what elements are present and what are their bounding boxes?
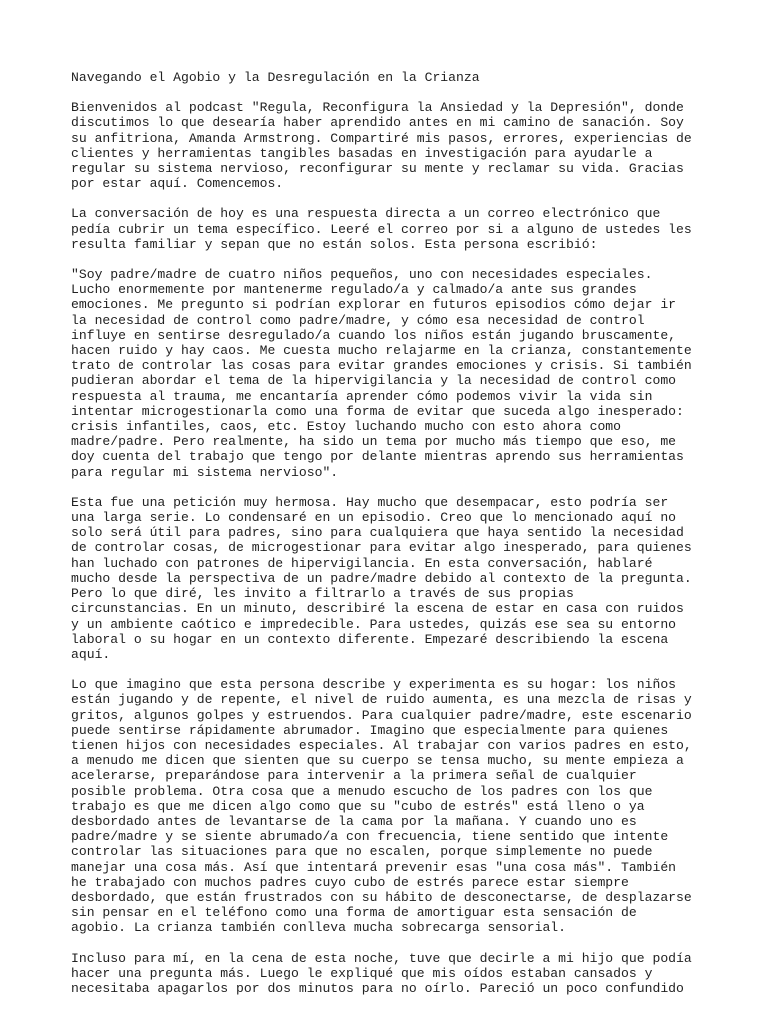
paragraph-scene: Lo que imagino que esta persona describe y experimenta es su hogar: los niños están jugando y de repente, el nivel de ruido aumenta, es una mezcla de risas y gritos, algunos golpes y estruendos. Para cualquier padre/madre, este escenario puede sentirse rápidamente abrumador. Imagino que especialmente para quienes tienen hijos con necesidades especiales. Al trabajar con varios padres en esto, a menudo me dicen que sienten que su cuerpo se tensa mucho, su mente empieza a acelerarse, preparándose para intervenir a la primera señal de cualquier posible problema. Otra cosa que a menudo escucho de los padres con los que trabajo es que me dicen algo como que su "cubo de estrés" está lleno o ya desbordado antes de levantarse de la cama por la mañana. Y cuando uno es padre/madre y se siente abrumado/a con frecuencia, tiene sentido que intente controlar las situaciones para que no escalen, porque simplemente no puede manejar una cosa más. Así que intentará prevenir esas "una cosa más". También he trabajado con muchos padres cuyo cubo de estrés parece estar siempre desbordado, que están frustrados con su hábito de desconectarse, de desplazarse sin pensar en el teléfono como una forma de amortiguar esta sensación de agobio. La crianza también conlleva mucha sobrecarga sensorial. (71, 677, 692, 936)
paragraph-email-context: La conversación de hoy es una respuesta directa a un correo electrónico que pedía cubrir un tema específico. Leeré el correo por si a alguno de ustedes les resulta familiar y sepan que no están solos. Esta persona escribió: (71, 206, 692, 252)
paragraph-response: Esta fue una petición muy hermosa. Hay mucho que desempacar, esto podría ser una larga serie. Lo condensaré en un episodio. Creo que lo mencionado aquí no solo será útil para padres, sino para cualquiera que haya sentido la necesidad de controlar cosas, de microgestionar para evitar algo inesperado, para quienes han luchado con patrones de hipervigilancia. En esta conversación, hablaré mucho desde la perspectiva de un padre/madre debido al contexto de la pregunta. Pero lo que diré, les invito a filtrarlo a través de sus propias circunstancias. En un minuto, describiré la escena de estar en casa con ruidos y un ambiente caótico e impredecible. Para ustedes, quizás ese sea su entorno laboral o su hogar en un contexto diferente. Empezaré describiendo la escena aquí. (71, 494, 692, 662)
paragraph-email-quote: "Soy padre/madre de cuatro niños pequeños, uno con necesidades especiales. Lucho enormemente por mantenerme regulado/a y calmado/a ante sus grandes emociones. Me pregunto si podrían explorar en futuros episodios cómo dejar ir la necesidad de control como padre/madre, y cómo esa necesidad de control influye en sentirse desregulado/a cuando los niños están jugando bruscamente, hacen ruido y hay caos. Me cuesta mucho relajarme en la crianza, constantemente trato de controlar las cosas para evitar grandes emociones y crisis. Si también pudieran abordar el tema de la hipervigilancia y la necesidad de control como respuesta al trauma, me encantaría aprender cómo podemos vivir la vida sin intentar microgestionarla como una forma de evitar que suceda algo inesperado: crisis infantiles, caos, etc. Estoy luchando mucho con esto ahora como madre/padre. Pero realmente, ha sido un tema por mucho más tiempo que eso, me doy cuenta del trabajo que tengo por delante mientras aprendo sus herramientas para regular mi sistema nervioso". (71, 267, 692, 480)
paragraph-personal: Incluso para mí, en la cena de esta noche, tuve que decirle a mi hijo que podía hacer una pregunta más. Luego le expliqué que mis oídos estaban cansados y necesitaba apagarlos por dos minutos para no oírlo. Pareció un poco confundido (71, 950, 692, 996)
document-title: Navegando el Agobio y la Desregulación en la Crianza (71, 70, 480, 85)
paragraph-intro: Bienvenidos al podcast "Regula, Reconfigura la Ansiedad y la Depresión", donde discutimos lo que desearía haber aprendido antes en mi camino de sanación. Soy su anfitriona, Amanda Armstrong. Compartiré mis pasos, errores, experiencias de clientes y herramientas tangibles basadas en investigación para ayudarle a regular su sistema nervioso, reconfigurar su mente y reclamar su vida. Gracias por estar aquí. Comencemos. (71, 100, 692, 192)
